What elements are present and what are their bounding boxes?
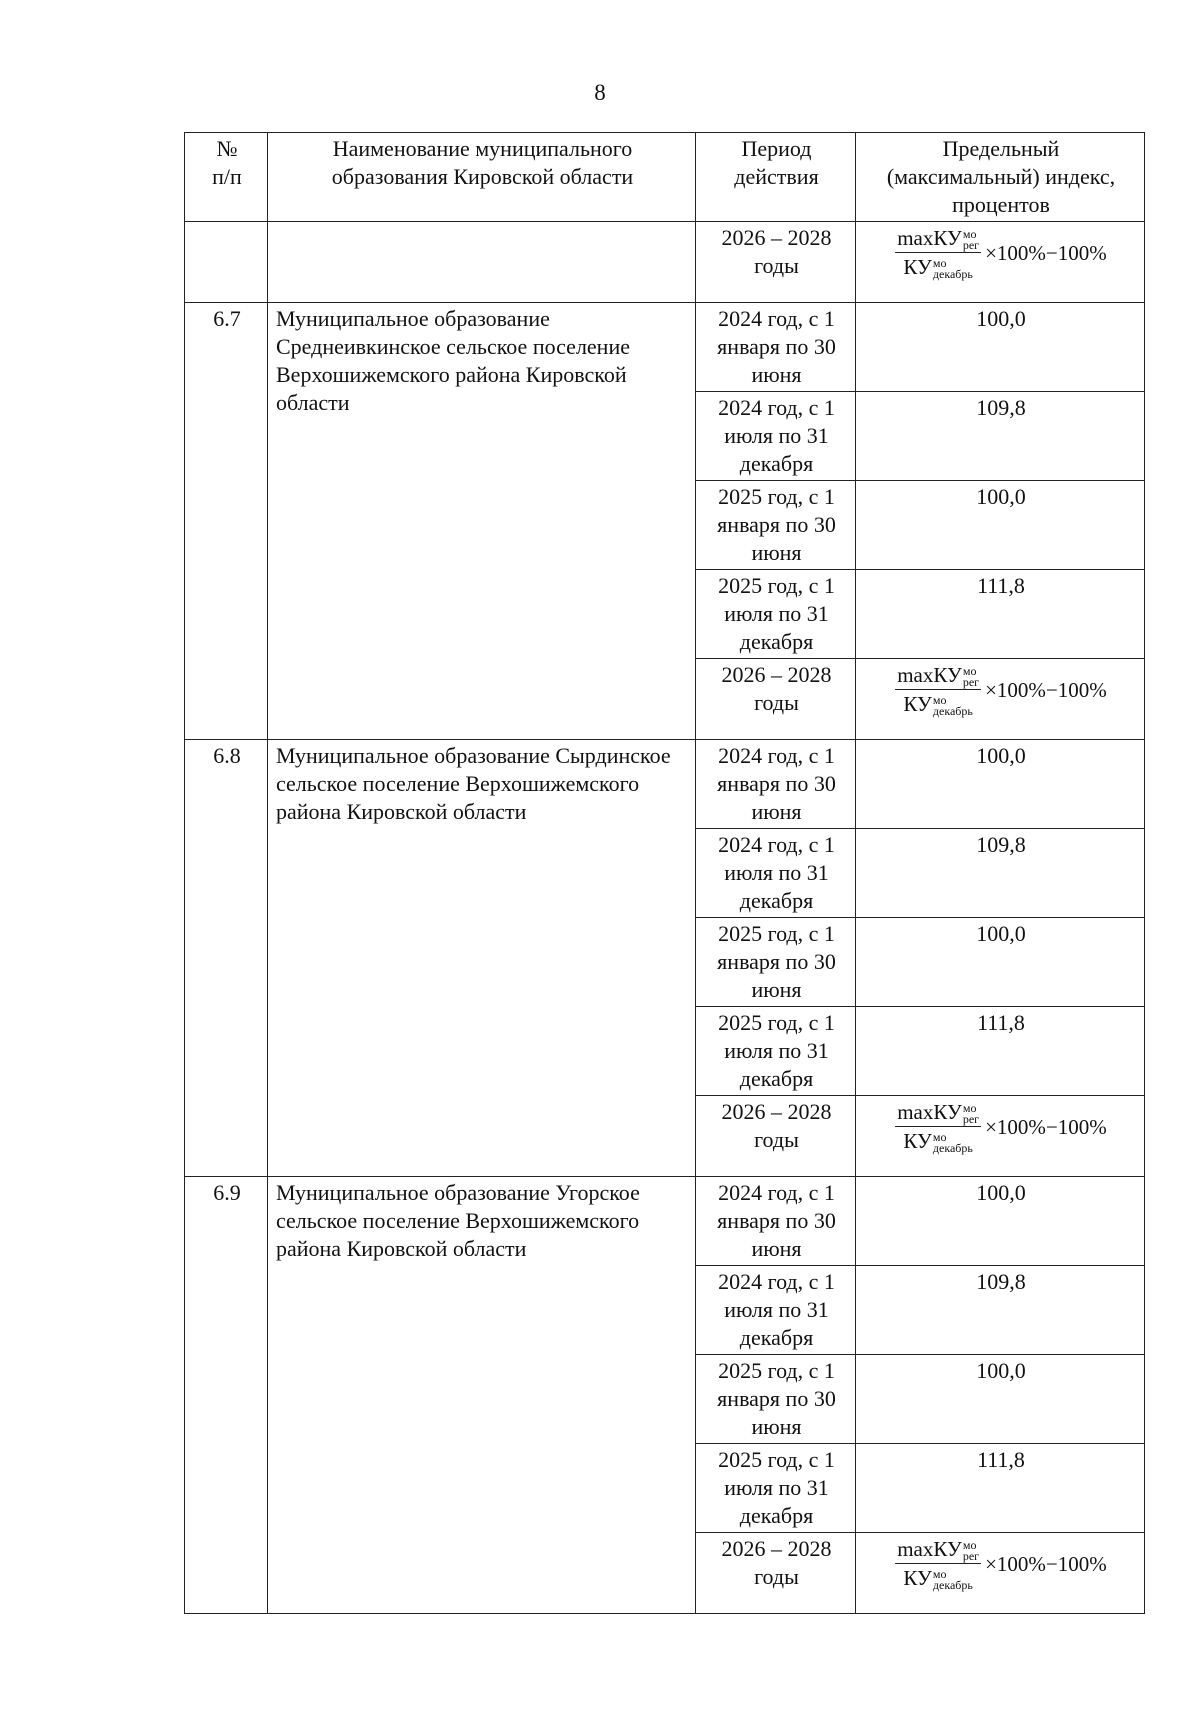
table-row: [185, 740, 1145, 829]
table-header-row: [185, 133, 1145, 222]
index-formula: maxКУ мо рег КУ мо декабрь ×100%−100%: [897, 663, 1107, 719]
period-cell: 2025 год, с 1 июля по 31 декабря: [696, 570, 856, 659]
index-formula-cell: [856, 222, 1145, 303]
table-row: [185, 303, 1145, 392]
index-value: 111,8: [856, 1444, 1145, 1533]
table-row: [185, 222, 1145, 303]
item-number: 6.9: [185, 1177, 268, 1614]
index-value: 100,0: [856, 1355, 1145, 1444]
item-number: 6.8: [185, 740, 268, 1177]
index-value: 111,8: [856, 570, 1145, 659]
period-cell: 2025 год, с 1 января по 30 июня: [696, 481, 856, 570]
index-value: 100,0: [856, 1177, 1145, 1266]
header-num: № п/п: [185, 133, 268, 222]
page-number: 8: [594, 80, 606, 105]
municipality-name: Муниципальное образование Среднеивкинское сельское поселение Верхошижемского района Кировской области: [268, 303, 696, 740]
index-value: 100,0: [856, 481, 1145, 570]
table-row: [185, 1177, 1145, 1266]
index-value: 109,8: [856, 1266, 1145, 1355]
period-cell: 2026 – 2028 годы: [696, 1533, 856, 1614]
index-formula-cell: [856, 1533, 1145, 1614]
item-number: 6.7: [185, 303, 268, 740]
period-cell: 2024 год, с 1 января по 30 июня: [696, 1177, 856, 1266]
index-formula-cell: [856, 1096, 1145, 1177]
index-formula: maxКУ мо рег КУ мо декабрь ×100%−100%: [897, 1537, 1107, 1593]
index-value: 100,0: [856, 303, 1145, 392]
period-cell: 2026 – 2028 годы: [696, 659, 856, 740]
period-cell: 2024 год, с 1 января по 30 июня: [696, 303, 856, 392]
period-cell: 2026 – 2028 годы: [696, 1096, 856, 1177]
index-table: [184, 132, 1145, 1614]
municipality-name: Муниципальное образование Сырдинское сельское поселение Верхошижемского района Кировской области: [268, 740, 696, 1177]
period-cell: 2025 год, с 1 января по 30 июня: [696, 918, 856, 1007]
index-value: 109,8: [856, 392, 1145, 481]
num-cell: [185, 222, 268, 303]
index-formula: maxКУ мо рег КУ мо декабрь ×100%−100%: [897, 226, 1107, 282]
period-cell: 2026 – 2028 годы: [696, 222, 856, 303]
period-cell: 2024 год, с 1 июля по 31 декабря: [696, 392, 856, 481]
index-formula-cell: [856, 659, 1145, 740]
header-index: Предельный (максимальный) индекс, процентов: [856, 133, 1145, 222]
index-value: 100,0: [856, 918, 1145, 1007]
period-cell: 2024 год, с 1 июля по 31 декабря: [696, 1266, 856, 1355]
period-cell: 2025 год, с 1 июля по 31 декабря: [696, 1444, 856, 1533]
header-name: Наименование муниципального образования Кировской области: [268, 133, 696, 222]
period-cell: 2025 год, с 1 января по 30 июня: [696, 1355, 856, 1444]
period-cell: 2025 год, с 1 июля по 31 декабря: [696, 1007, 856, 1096]
index-formula: maxКУ мо рег КУ мо декабрь ×100%−100%: [897, 1100, 1107, 1156]
period-cell: 2024 год, с 1 июля по 31 декабря: [696, 829, 856, 918]
period-cell: 2024 год, с 1 января по 30 июня: [696, 740, 856, 829]
municipality-name: Муниципальное образование Угорское сельское поселение Верхошижемского района Кировской области: [268, 1177, 696, 1614]
index-value: 109,8: [856, 829, 1145, 918]
index-value: 100,0: [856, 740, 1145, 829]
header-period: Период действия: [696, 133, 856, 222]
name-cell: [268, 222, 696, 303]
index-value: 111,8: [856, 1007, 1145, 1096]
